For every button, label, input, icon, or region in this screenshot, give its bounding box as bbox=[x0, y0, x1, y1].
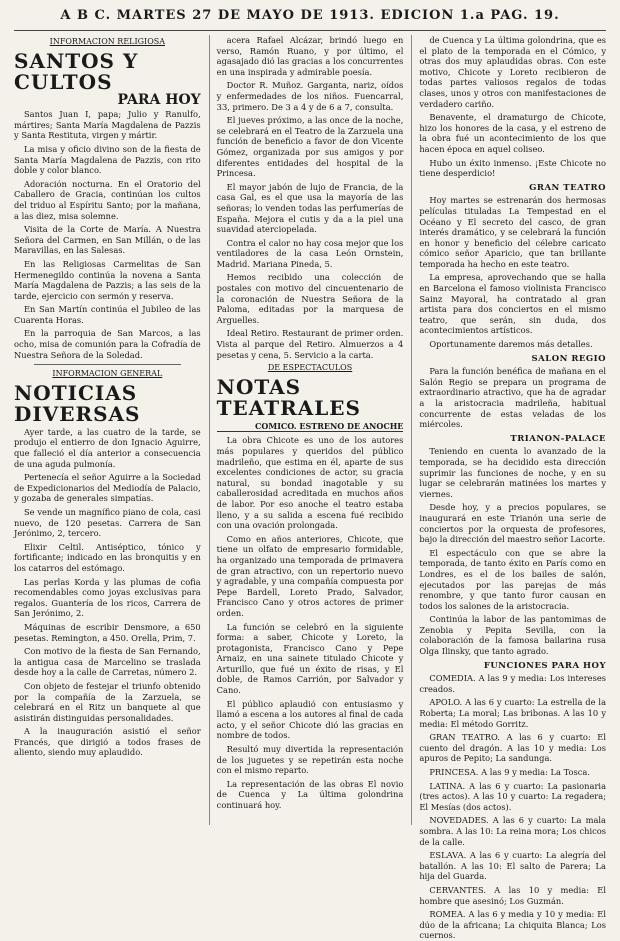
section-kicker: INFORMACION RELIGIOSA bbox=[49, 37, 166, 46]
listing: CERVANTES. A las 10 y media: El hombre que asesinó; Los Guzmán. bbox=[419, 884, 607, 906]
paragraph: Las perlas Korda y las plumas de cofia recomendables como joyas exclusivas para regalos. Guantería de los ricos, Carrera de San Jerónimo, 2. bbox=[14, 576, 201, 619]
section-heading: GRAN TEATRO bbox=[529, 182, 607, 193]
paragraph: Doctor R. Muñoz. Garganta, nariz, oídos y enfermedades de los niños. Fuencarral, 33, primero. De 3 a 4 y de 6 a 7, consulta. bbox=[216, 80, 404, 112]
paragraph: En las Religiosas Carmelitas de San Hermenegildo continúa la novena a Santa María Magdalena de Pazzis; a las seis de la tarde, ejercicio con sermón y reserva. bbox=[14, 258, 201, 301]
paragraph: Santos Juan I, papa; Julio y Ranulfo, mártires; Santa María Magdalena de Pazzis y Santa Restituta, virgen y mártir. bbox=[14, 109, 201, 141]
column-1 bbox=[14, 35, 201, 825]
paragraph: Pertenecía el señor Aguirre a la Sociedad de Expedicionarios del Mediodía de Palacio, y gozaba de generales simpatías. bbox=[14, 472, 201, 504]
paragraph: acera Rafael Alcázar, brindó luego en verso, Ramón Ruano, y por último, el agasajado dió las gracias a los concurrentes en una inspirada y admirable poesía. bbox=[216, 35, 404, 77]
paragraph: La función se celebró en la siguiente forma: a saber, Chicote y Loreto, la protagonista, Francisco Cano y Pepe Arnaiz, en una sainete titulado Chicote y Arturillo, que fué un éxito de risas, y El doble, de Ramos Carrión, por Salvador y Cano. bbox=[216, 621, 404, 696]
theatre-label: COMICO. ESTRENO DE ANOCHE bbox=[217, 421, 404, 433]
paragraph: A la inauguración asistió el señor Francés, que dirigió a todos frases de aliento, siendo muy aplaudido. bbox=[14, 726, 201, 758]
section-heading: FUNCIONES PARA HOY bbox=[483, 660, 607, 671]
subheadline-para-hoy: PARA HOY bbox=[117, 91, 201, 108]
divider bbox=[34, 364, 181, 365]
paragraph: Máquinas de escribir Densmore, a 650 pesetas. Remington, a 450. Orella, Prim, 7. bbox=[14, 621, 201, 643]
paragraph: Hubo un éxito inmenso. ¡Este Chicote no tiene desperdicio! bbox=[419, 157, 607, 179]
section-heading: TRIANON-PALACE bbox=[510, 433, 607, 444]
paragraph: Hemos recibido una colección de postales con motivo del cincuentenario de la coronación de Nuestra Señora de la Paloma, editadas por la marquesa de Arguelles. bbox=[216, 272, 404, 325]
paragraph: Continúa la labor de las pantomimas de Zenobia y Pepita Sevilla, con la colaboración de la famosa bailarina rusa Olga Ilinsky, que tanto agrado. bbox=[419, 614, 607, 657]
listing: GRAN TEATRO. A las 6 y cuarto: El cuento del dragón. A las 10 y media: Los apuros de Pepito; La sandunga. bbox=[419, 732, 607, 764]
paragraph: de Cuenca y La última golondrina, que es el plato de la temporada en el Cómico, y otras dos muy aplaudidas obras. Con este motivo, Chicote y Loreto recibieron de todas partes valiosos regalos de todas clases, unos y otros con manifestaciones de verdadero cariño. bbox=[419, 35, 607, 109]
paragraph: Ideal Retiro. Restaurant de primer orden. Vista al parque del Retiro. Almuerzos a 4 pesetas y cena, 5. Servicio a la carta. bbox=[216, 328, 404, 360]
paragraph: La empresa, aprovechando que se halla en Barcelona el famoso violinista Francisco Sainz Mayoral, ha contratado al gran artista para dos conciertos en el mismo teatro, que serán, sin duda, dos acontecimientos artísticos. bbox=[419, 272, 607, 336]
listing: APOLO. A las 6 y cuarto: La estrella de la Roberta; La moral; Las bribonas. A las 10 y media: El método Gorritz. bbox=[419, 697, 607, 729]
paragraph: El espectáculo con que se abre la temporada, de tanto éxito en París como en Londres, es el de los bailes de salón, ejecutados por las parejas de más renombre, y que tanto furor causan en todos los salones de la aristocracia. bbox=[419, 547, 607, 611]
section-kicker: INFORMACION GENERAL bbox=[52, 369, 163, 379]
paragraph: Se vende un magnífico piano de cola, casi nuevo, de 120 pesetas. Carrera de San Jerónimo, 2, tercero. bbox=[14, 507, 201, 539]
paragraph: Benavente, el dramaturgo de Chicote, hizo los honores de la casa, y el estreno de la obra fué un acontecimiento de los que hacen época en aquel coliseo. bbox=[419, 112, 607, 154]
paragraph: Elixir Celtil. Antiséptico, tónico y fortificante; indicado en las bronquitis y en los catarros del estómago. bbox=[14, 541, 201, 573]
paragraph: La representación de las obras El novio de Cuenca y La última golondrina continuará hoy. bbox=[216, 778, 404, 810]
section-kicker: DE ESPECTACULOS bbox=[267, 363, 353, 373]
headline-santos: SANTOS Y CULTOS bbox=[14, 48, 139, 94]
paragraph: En la parroquia de San Marcos, a las ocho, misa de comunión para la Cofradía de Nuestra Señora de la Soledad. bbox=[14, 328, 201, 360]
paragraph: Como en años anteriores, Chicote, que tiene un olfato de empresario formidable, ha organizado una temporada de primavera de gran atractivo, con un repertorio nuevo y agradable, y una compañía compuesta por Pepe Bardell, Loreto Prado, Salvador, Francisco Cano y otros actores de primer orden. bbox=[216, 533, 404, 618]
paragraph: El público aplaudió con entusiasmo y llamó a escena a los autores al final de cada acto, y el señor Chicote dió las gracias en nombre de todos. bbox=[216, 698, 404, 741]
listing: COMEDIA. A las 9 y media: Los intereses creados. bbox=[419, 673, 607, 694]
paragraph: Resultó muy divertida la representación de los juguetes y se repetirán esta noche con el mismo reparto. bbox=[216, 744, 404, 776]
paragraph: Ayer tarde, a las cuatro de la tarde, se produjo el entierro de don Ignacio Aguirre, que falleció el día anterior a consecuencia de una aguda pulmonía. bbox=[14, 426, 201, 469]
listing: LATINA. A las 6 y cuarto: La pasionaria (tres actos). A las 10 y cuarto: La regadera; El Mesías (dos actos). bbox=[419, 780, 607, 812]
headline-noticias: NOTICIAS DIVERSAS bbox=[14, 380, 141, 426]
paragraph: Con objeto de festejar el triunfo obtenido por la compañía de la Zarzuela, se celebrará en el Ritz un banquete al que asistirán distinguidas personalidades. bbox=[14, 680, 201, 723]
headline-notas-teatrales: NOTAS TEATRALES bbox=[216, 374, 361, 420]
paragraph: Desde hoy, y a precios populares, se inaugurará en este Trianón una serie de conciertos por la orquesta de profesores, bajo la dirección del maestro señor Lacorte. bbox=[419, 502, 607, 545]
section-heading: SALON REGIO bbox=[531, 353, 607, 364]
paragraph: El jueves próximo, a las once de la noche, se celebrará en el Teatro de la Zarzuela una función de beneficio a favor de don Vicente Gómez, organizada por sus amigos y por diferentes entidades del hospital de la Princesa. bbox=[216, 115, 404, 179]
paragraph: Oportunamente daremos más detalles. bbox=[429, 339, 593, 350]
columns bbox=[14, 35, 607, 941]
paragraph: Adoración nocturna. En el Oratorio del Caballero de Gracia, continúan los cultos del triduo al Espíritu Santo; por la mañana, a las diez, misa solemne. bbox=[14, 178, 201, 221]
listing: NOVEDADES. A las 6 y cuarto: La mala sombra. A las 10: La reina mora; Los chicos de la calle. bbox=[419, 815, 607, 847]
paragraph: Con motivo de la fiesta de San Fernando, la antigua casa de Marcelino se traslada desde hoy a la calle de Carretas, número 2. bbox=[14, 646, 201, 678]
paragraph: Teniendo en cuenta lo avanzado de la temporada, se ha decidido esta dirección suprimir las funciones de noche, y en su lugar se celebrarán matinées los martes y viernes. bbox=[419, 446, 607, 499]
paragraph: La misa y oficio divino son de la fiesta de Santa María Magdalena de Pazzis, con rito doble y color blanco. bbox=[14, 143, 201, 176]
page-header: A B C. MARTES 27 DE MAYO DE 1913. EDICION 1.a PAG. 19. bbox=[14, 8, 606, 31]
paragraph: Hoy martes se estrenarán dos hermosas películas tituladas La Tempestad en el Océano y El secreto del casco, de gran interés dramático, y se celebrará la función en honor y beneficio del célebre caricato cómico señor Aparicio, que tan brillante temporada ha hecho en este teatro. bbox=[419, 195, 607, 269]
paragraph: Para la función benéfica de mañana en el Salón Regio se prepara un programa de extraordinario atractivo, que ha de agradar a la aristocracia madrileña, habitual concurrente de estas veladas de los miércoles. bbox=[419, 366, 607, 430]
paragraph: Visita de la Corte de María. A Nuestra Señora del Carmen, en San Millán, o de las Maravillas, en las Salesas. bbox=[14, 224, 201, 256]
listing: ESLAVA. A las 6 y cuarto: La alegría del batallón. A las 10: El salto de Parera; La hija del Guarda. bbox=[419, 850, 607, 882]
paragraph: El mayor jabón de lujo de Francia, de la casa Gal, es el que usa la mayoría de las señoras; lo venden todas las perfumerías de España. Mejora el cutis y da a la piel una suavidad aterciopelada. bbox=[216, 181, 404, 235]
column-2 bbox=[209, 35, 404, 825]
column-3 bbox=[411, 35, 607, 941]
paragraph: La obra Chicote es uno de los autores más populares y queridos del público madrileño, que estima en él, aparte de sus excelentes condiciones de actor, su gracia natural, su bondad inagotable y su caballerosidad acreditada en muchos años de labor. Por eso anoche el teatro estaba lleno, y a su salida a escena fué recibido con una ovación prolongada. bbox=[216, 435, 404, 531]
listing: PRINCESA. A las 9 y media: La Tosca. bbox=[429, 767, 591, 777]
paragraph: Contra el calor no hay cosa mejor que los ventiladores de la casa León Ornstein, Madrid. Mariana Pineda, 5. bbox=[216, 237, 404, 269]
listing: ROMEA. A las 6 y media y 10 y media: El dúo de la africana; La chiquita Blanca; Los cuernos. bbox=[419, 909, 607, 941]
paragraph: En San Martín continúa el Jubileo de las Cuarenta Horas. bbox=[14, 304, 201, 325]
